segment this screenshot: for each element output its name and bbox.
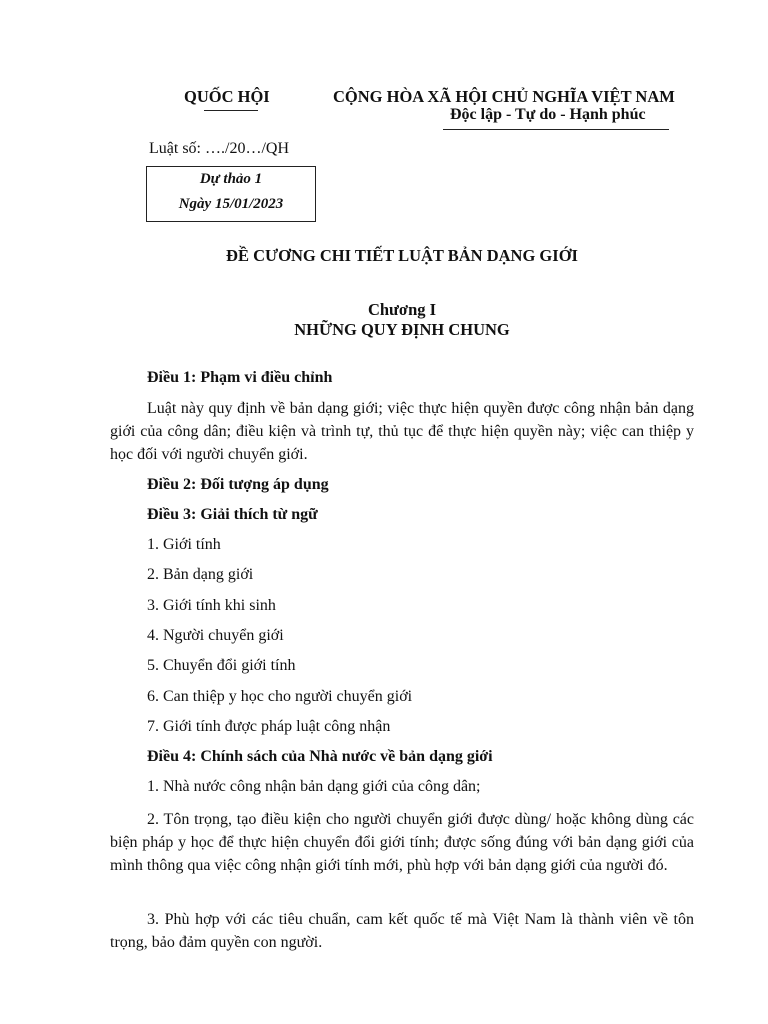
- term-item: 3. Giới tính khi sinh: [147, 597, 276, 614]
- term-item: 2. Bản dạng giới: [147, 566, 254, 583]
- national-motto: Độc lập - Tự do - Hạnh phúc: [450, 106, 646, 123]
- motto-underline: [443, 129, 669, 130]
- article-4-heading: Điều 4: Chính sách của Nhà nước về bản dạng giới: [147, 748, 493, 765]
- draft-version-box: [146, 166, 316, 222]
- article-4-clause-1: 1. Nhà nước công nhận bản dạng giới của công dân;: [147, 778, 481, 795]
- republic-name: CỘNG HÒA XÃ HỘI CHỦ NGHĨA VIỆT NAM: [333, 87, 675, 106]
- article-4-clause-3: 3. Phù hợp với các tiêu chuẩn, cam kết quốc tế mà Việt Nam là thành viên về tôn trọng, bảo đảm quyền con người.: [110, 911, 694, 951]
- term-item: 5. Chuyển đổi giới tính: [147, 657, 296, 674]
- issuing-body: QUỐC HỘI: [184, 87, 270, 106]
- term-item: 6. Can thiệp y học cho người chuyển giới: [147, 688, 413, 705]
- issuing-body-underline: [204, 110, 258, 111]
- draft-date: Ngày 15/01/2023: [178, 196, 284, 212]
- document-title: ĐỀ CƯƠNG CHI TIẾT LUẬT BẢN DẠNG GIỚI: [226, 246, 578, 265]
- article-1-heading: Điều 1: Phạm vi điều chỉnh: [147, 369, 333, 386]
- term-item: 1. Giới tính: [147, 536, 221, 553]
- article-4-clause-2: 2. Tôn trọng, tạo điều kiện cho người chuyển giới được dùng/ hoặc không dùng các biện pháp y học để thực hiện chuyển đổi giới tính; được sống đúng với bản dạng giới của mình thông qua việc công nhận giới tính mới, phù hợp với bản dạng giới của người đó.: [110, 811, 694, 874]
- chapter-number: Chương I: [367, 300, 437, 319]
- law-number: Luật số: …./20…/QH: [149, 140, 289, 157]
- article-3-heading: Điều 3: Giải thích từ ngữ: [147, 506, 318, 523]
- chapter-title: NHỮNG QUY ĐỊNH CHUNG: [294, 320, 510, 339]
- article-1-body: Luật này quy định về bản dạng giới; việc thực hiện quyền được công nhận bản dạng giới của công dân; điều kiện và trình tự, thủ tục để thực hiện quyền này; việc can thiệp y học đối với người chuyển giới.: [110, 400, 694, 463]
- term-item: 4. Người chuyển giới: [147, 627, 284, 644]
- draft-label: Dự thảo 1: [199, 171, 263, 187]
- article-2-heading: Điều 2: Đối tượng áp dụng: [147, 476, 329, 493]
- term-item: 7. Giới tính được pháp luật công nhận: [147, 718, 391, 735]
